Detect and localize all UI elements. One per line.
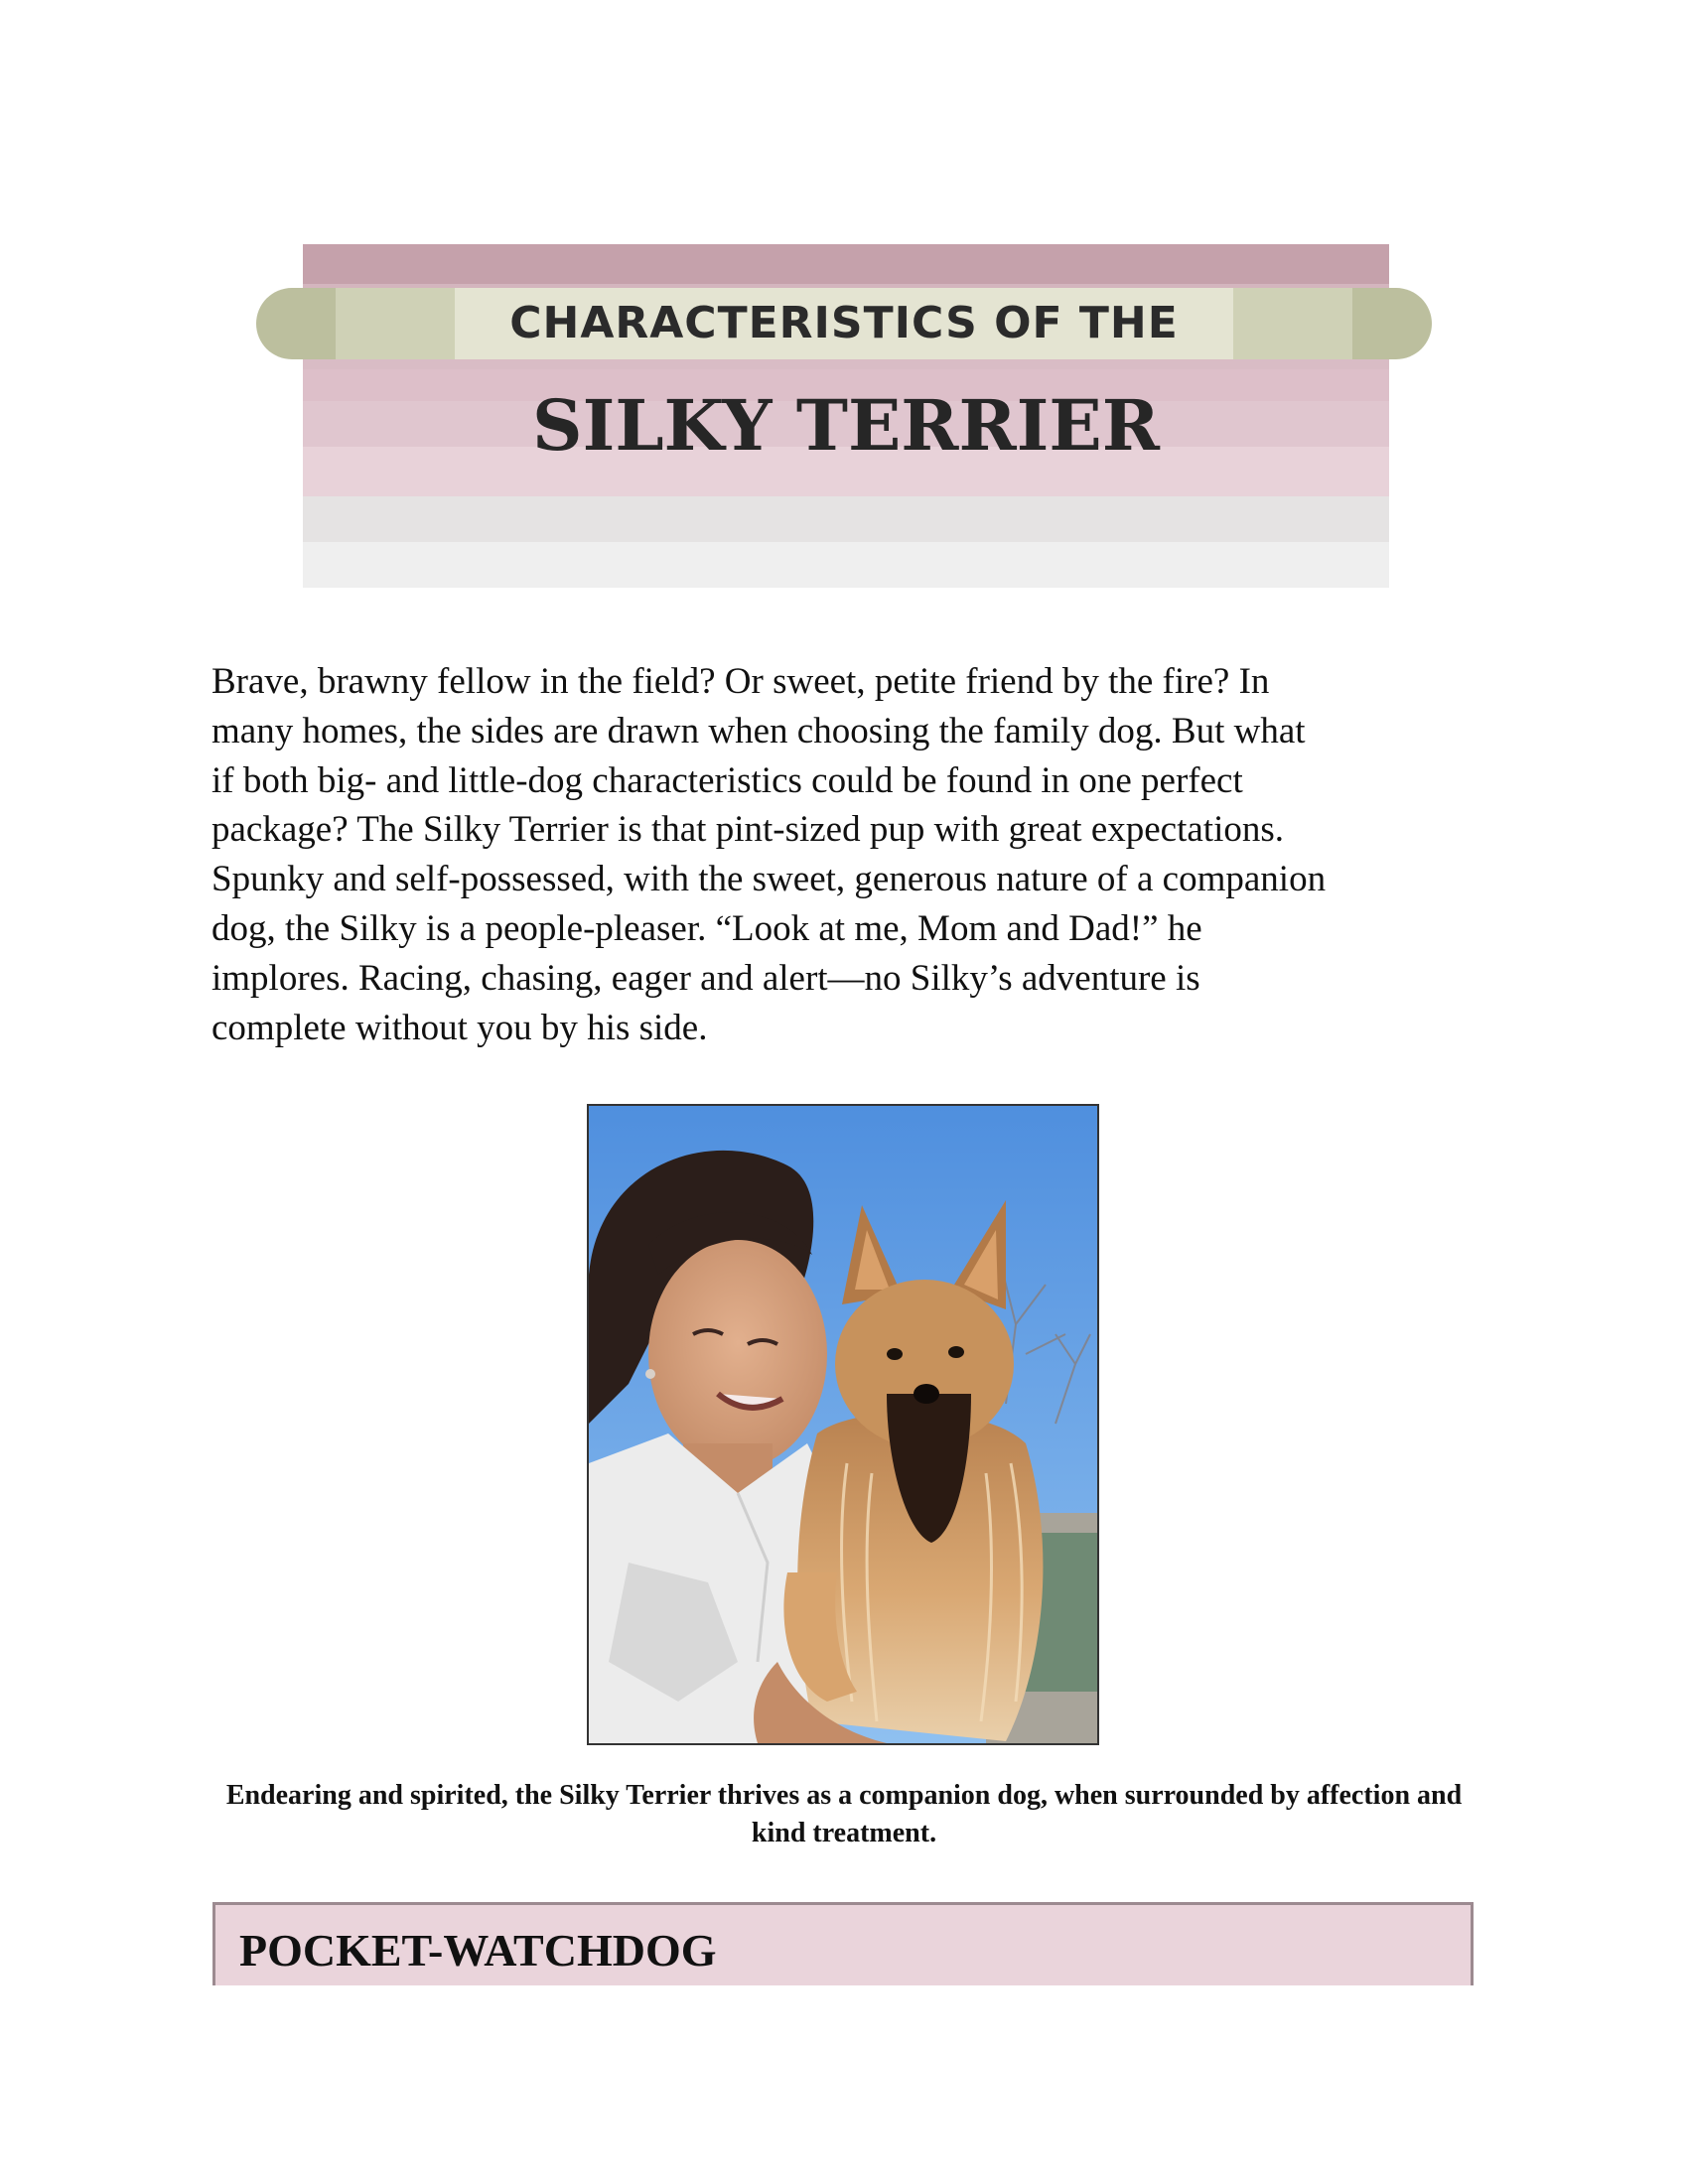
banner-stripe <box>303 244 1389 284</box>
banner-stripe <box>303 542 1389 588</box>
intro-paragraph: Brave, brawny fellow in the field? Or sweet, petite friend by the fire? In many homes, the sides are drawn when choosing the family dog. But what if both big- and little-dog characteristics could be found in one perfect package? The Silky Terrier is that pint-sized pup with great expectations. Spunky and self-possessed, with the sweet, generous nature of a companion dog, the Silky is a people-pleaser. “Look at me, Mom and Dad!” he implores. Racing, chasing, eager and alert—no Silky’s adventure is complete without you by his side. <box>211 661 1327 1048</box>
chapter-kicker: CHARACTERISTICS OF THE <box>509 298 1179 348</box>
chapter-title: SILKY TERRIER <box>532 384 1160 467</box>
dog-photo <box>587 1104 1099 1745</box>
photo-caption: Endearing and spirited, the Silky Terrier thrives as a companion dog, when surrounded by affection and kind treatment. <box>225 1780 1463 1848</box>
section-title: POCKET-WATCHDOG <box>239 1925 717 1976</box>
section-header-box <box>212 1902 1474 1985</box>
banner-stripe <box>303 496 1389 542</box>
